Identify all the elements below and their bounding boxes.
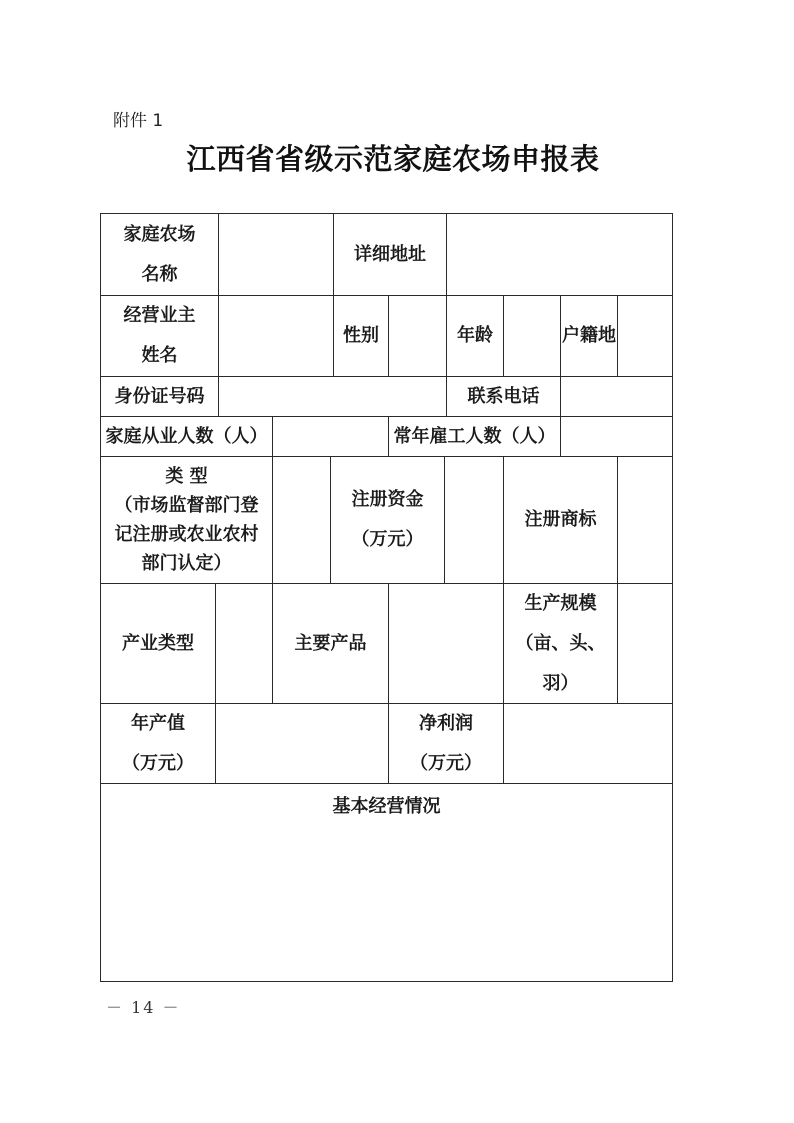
gender-label: 性别 (333, 295, 388, 376)
registered-capital-value-cell (444, 456, 503, 583)
form-title: 江西省省级示范家庭农场申报表 (186, 142, 600, 176)
annual-output-label: 年产值 （万元） (100, 703, 215, 783)
production-scale-value-cell (617, 583, 672, 703)
id-number-label: 身份证号码 (100, 376, 218, 416)
farm-name-label: 家庭农场 名称 (100, 213, 218, 295)
main-products-value-cell (388, 583, 503, 703)
family-workers-value-cell (272, 416, 388, 456)
registered-capital-label: 注册资金 （万元） (330, 456, 444, 583)
hired-workers-value-cell (560, 416, 672, 456)
operations-section (100, 783, 672, 981)
id-number-value-cell (218, 376, 446, 416)
address-label: 详细地址 (333, 213, 446, 295)
annual-output-value-cell (215, 703, 388, 783)
production-scale-label: 生产规模 （亩、头、 羽） (503, 583, 617, 703)
farm-name-value-cell (218, 213, 333, 295)
industry-type-value-cell (215, 583, 272, 703)
household-value-cell (617, 295, 672, 376)
age-value-cell (503, 295, 560, 376)
owner-name-value-cell (218, 295, 333, 376)
owner-name-label: 经营业主 姓名 (100, 295, 218, 376)
operations-label: 基本经营情况 (332, 796, 441, 817)
hired-workers-label: 常年雇工人数（人） (388, 416, 560, 456)
application-form-table (100, 213, 673, 982)
attachment-label: 附件 1 (113, 111, 164, 131)
farm-type-value-cell (272, 456, 330, 583)
farm-type-label: 类 型 （市场监督部门登 记注册或农业农村 部门认定） (100, 456, 272, 583)
phone-value-cell (560, 376, 672, 416)
main-products-label: 主要产品 (272, 583, 388, 703)
industry-type-label: 产业类型 (100, 583, 215, 703)
page-number: － 14 － (106, 998, 181, 1017)
net-profit-label: 净利润 （万元） (388, 703, 503, 783)
age-label: 年龄 (446, 295, 503, 376)
family-workers-label: 家庭从业人数（人） (100, 416, 272, 456)
net-profit-value-cell (503, 703, 672, 783)
trademark-label: 注册商标 (503, 456, 617, 583)
gender-value-cell (388, 295, 446, 376)
trademark-value-cell (617, 456, 672, 583)
household-label: 户籍地 (560, 295, 617, 376)
address-value-cell (446, 213, 672, 295)
phone-label: 联系电话 (446, 376, 560, 416)
